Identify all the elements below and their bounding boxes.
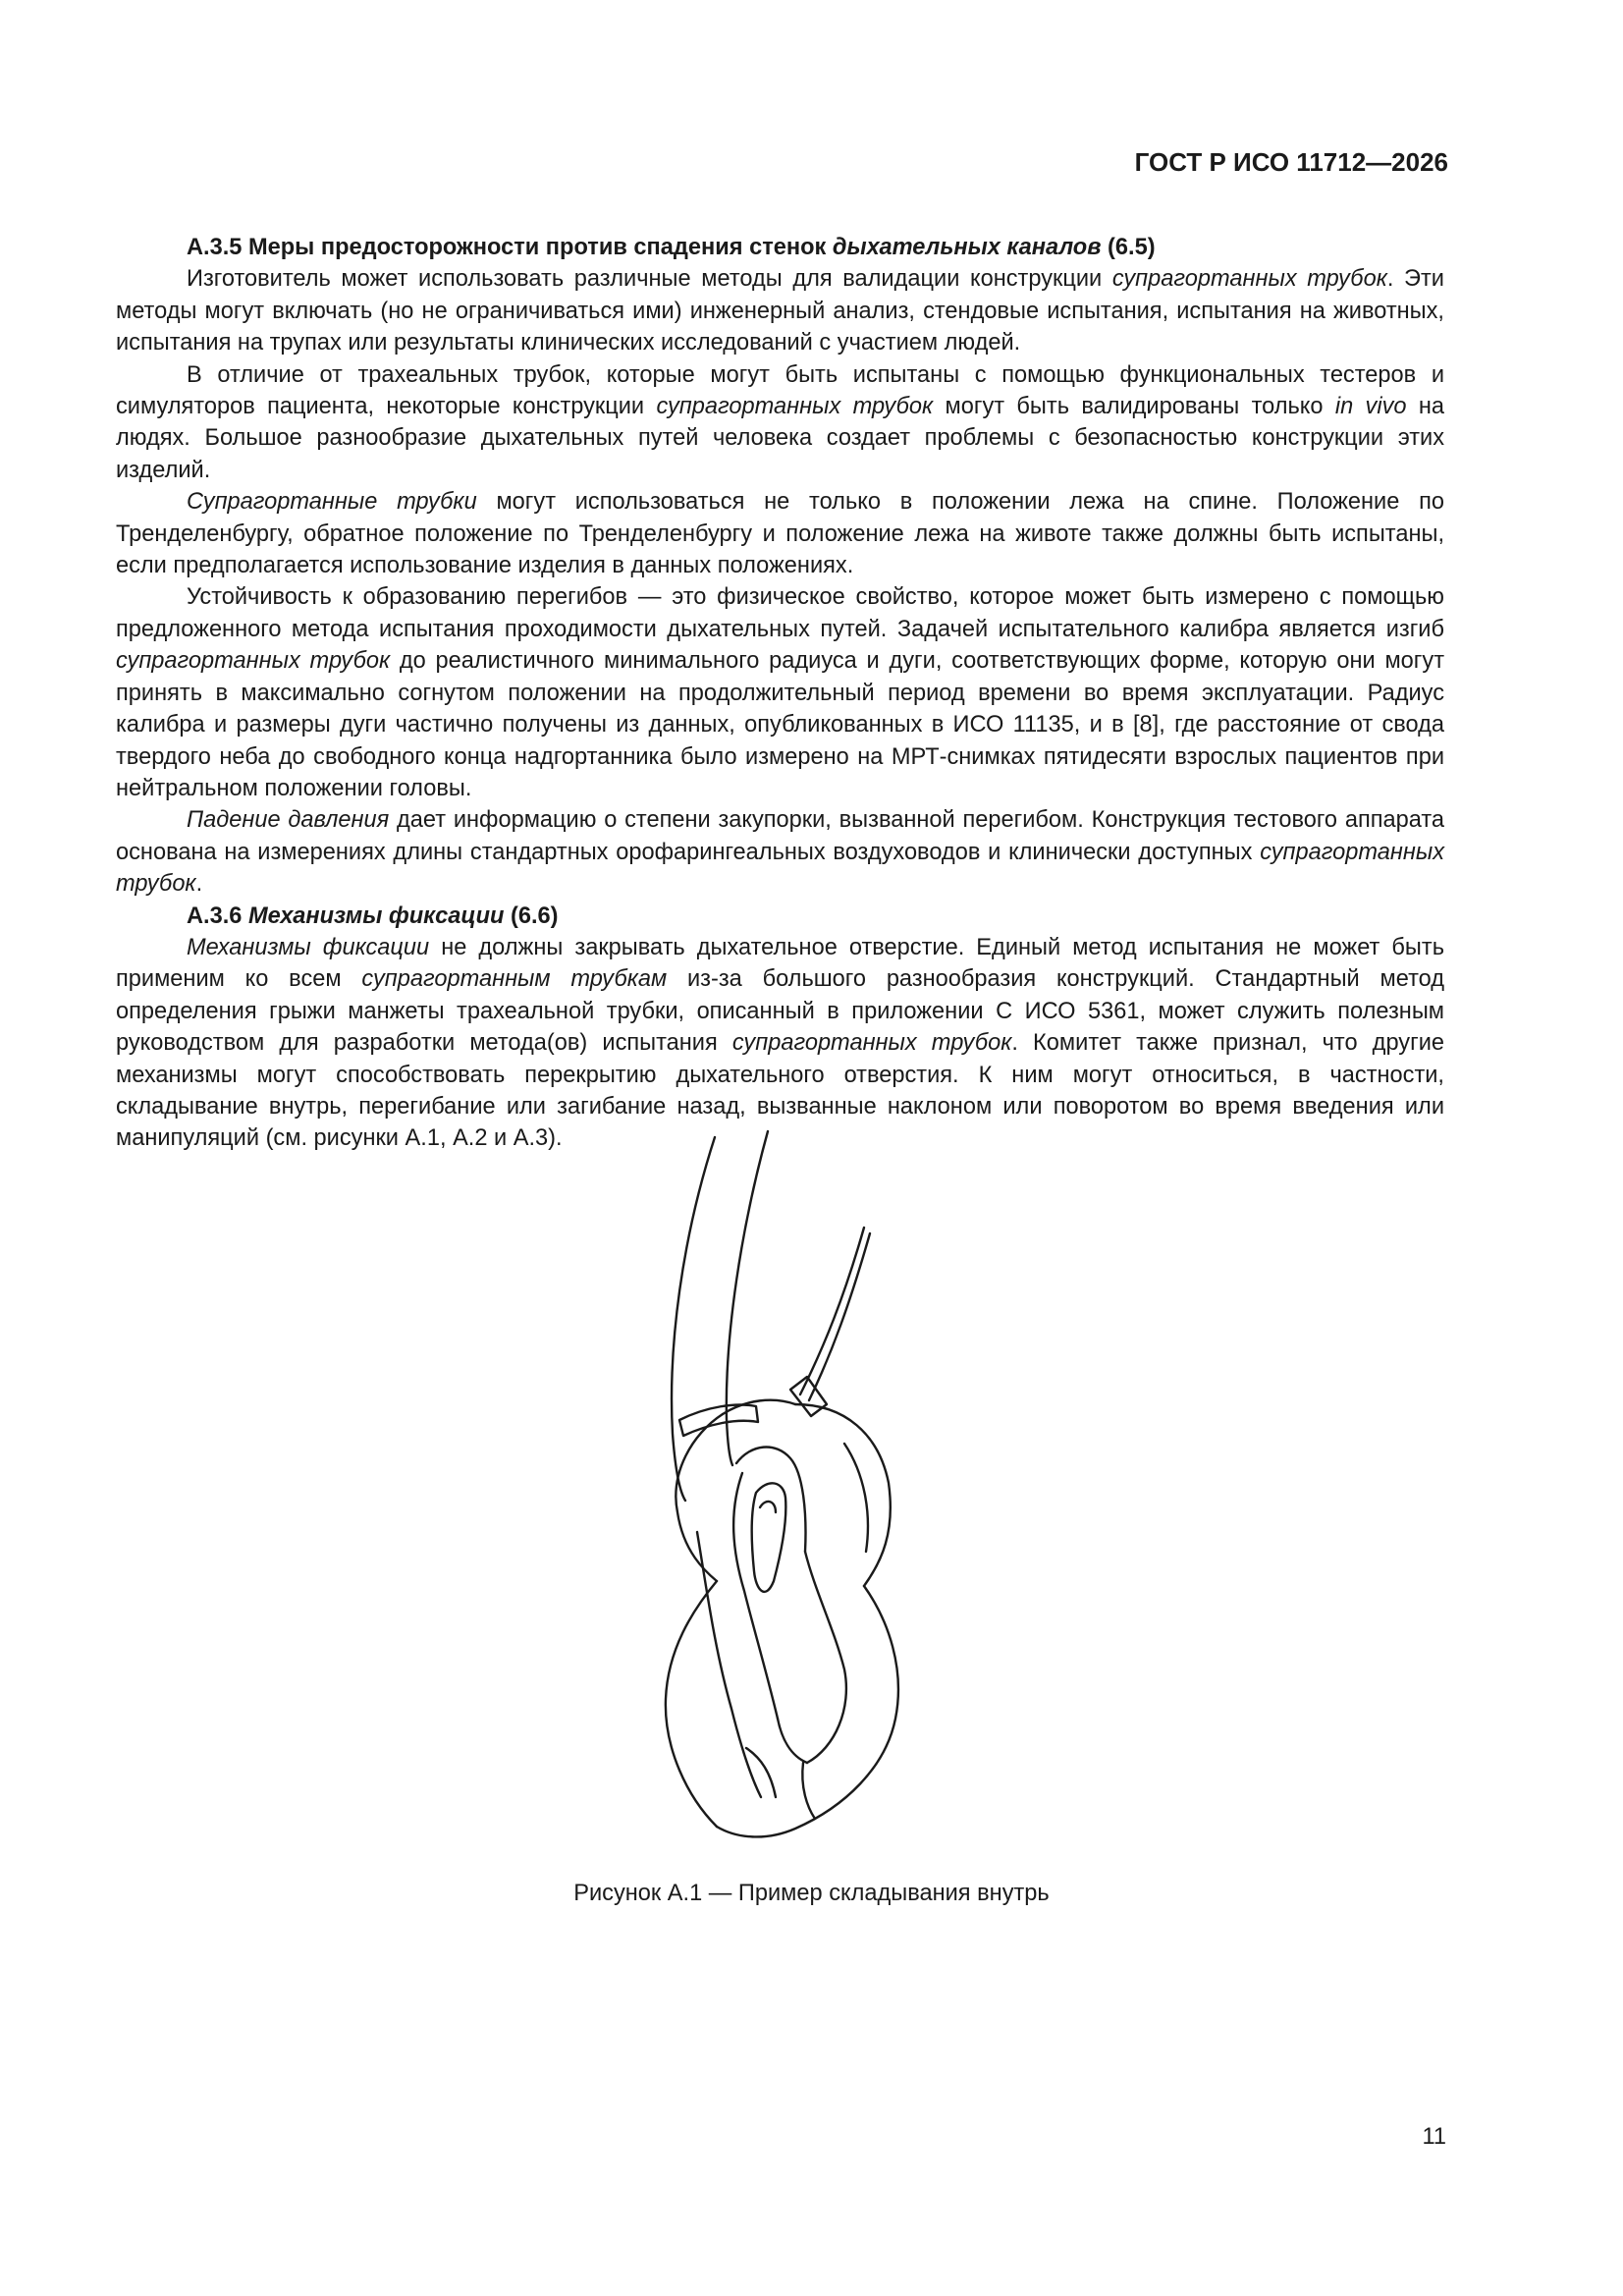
cuff-upper-top [723, 1400, 795, 1414]
pilot-line-inner [809, 1233, 870, 1400]
italic-term: Механизмы фиксации [187, 934, 430, 960]
italic-term: супрагортанных трубок [116, 648, 391, 675]
text-run: могут быть валидированы только [933, 394, 1335, 420]
bowl-inner-left [733, 1473, 778, 1719]
section-heading-a35 [116, 232, 1444, 263]
paragraph-a35-2 [116, 359, 1444, 487]
cuff-lower-left [666, 1581, 717, 1827]
tube-outer-line [672, 1137, 715, 1501]
text-run: . Эти методы могут включать (но не ограничиваться ими) инженерный анализ, стендовые испытания, испытания на животных, испытания на трупах или результаты клинических исследований с участием людей. [116, 266, 1444, 356]
supraglottic-tube-drawing [550, 1120, 1041, 1846]
aperture-highlight [760, 1502, 776, 1512]
text-run: Изготовитель может использовать различные методы для валидации конструкции [187, 266, 1112, 293]
italic-term: in vivo [1334, 394, 1407, 420]
bowl-inner-bottom [778, 1719, 807, 1763]
tube-inner-line [727, 1131, 768, 1465]
text-run: из-за большого разнообразия конструкций. Стандартный метод определения грыжи манжеты трахеальной трубки, описанный в приложении С ИСО 5361, может служить полезным руководством для разработки метода(ов) испытания [116, 966, 1444, 1057]
page-number: 11 [1422, 2124, 1446, 2150]
text-run: дает информацию о степени закупорки, вызванной перегибом. Конструкция тестового аппарата основана на измерениях длины стандартных орофарингеальных воздуховодов и клинически доступных [116, 807, 1445, 865]
italic-term: Падение давления [187, 807, 390, 834]
paragraph-a35-5 [116, 804, 1444, 900]
bowl-inner-right [805, 1552, 846, 1763]
figure-caption: Рисунок А.1 — Пример складывания внутрь [573, 1881, 1050, 1906]
text-run: В отличие от трахеальных трубок, которые могут быть испытаны с помощью функциональных тестеров и симуляторов пациента, некоторые конструкции [116, 361, 1444, 420]
italic-term: супрагортанным трубкам [361, 966, 668, 993]
italic-term: супрагортанных трубок [116, 839, 1444, 898]
document-body [116, 232, 1444, 1155]
cuff-upper-right [795, 1404, 891, 1586]
text-run: не должны закрывать дыхательное отверстие. Единый метод испытания не может быть применим ко всем [116, 934, 1444, 993]
pilot-connector [790, 1377, 827, 1416]
italic-term: Супрагортанные трубки [187, 489, 477, 516]
paragraph-a35-4 [116, 581, 1444, 804]
heading-italic-term: дыхательных каналов [832, 235, 1102, 260]
pilot-line-outer [800, 1228, 864, 1394]
heading-text: A.3.6 [187, 902, 248, 929]
heading-text: A.3.5 Меры предосторожности против спадения стенок [187, 235, 833, 260]
heading-ref: (6.6) [504, 902, 559, 929]
text-run: могут использоваться не только в положении лежа на спине. Положение по Тренделенбургу, обратное положение по Тренделенбургу и положение лежа на животе также должны быть испытаны, если предполагается использование изделия в данных положениях. [116, 489, 1444, 579]
italic-term: супрагортанных трубок [1111, 266, 1387, 293]
text-run: на людях. Большое разнообразие дыхательных путей человека создает проблемы с безопасностью конструкции этих изделий. [116, 394, 1444, 483]
cuff-lower-right [717, 1586, 898, 1836]
text-run: до реалистичного минимального радиуса и дуги, соответствующих форме, которую они могут принять в максимально согнутом положении на продолжительный период времени во время эксплуатации. Радиус калибра и размеры дуги частично получены из данных, опубликованных в ИСО 11135, и в [8], где расстояние от свода твердого неба до свободного конца надгортанника было измерено на МРТ-снимках пятидесяти взрослых пациентов при нейтральном положении головы. [116, 648, 1445, 801]
text-run: . [195, 871, 203, 898]
text-run: . Комитет также признал, что другие механизмы могут способствовать перекрытию дыхательного отверстия. К ним могут относиться, в частности, складывание внутрь, перегибание или загибание назад, вызванные наклоном или поворотом во время введения или манипуляций (см. рисунки А.1, А.2 и А.3). [116, 1030, 1445, 1152]
cuff-contour-right [844, 1444, 868, 1552]
figure-a1-illustration [550, 1120, 1041, 1846]
tube-collar [679, 1405, 758, 1436]
document-header: ГОСТ Р ИСО 11712—2026 [1134, 147, 1448, 177]
text-run: Устойчивость к образованию перегибов — это физическое свойство, которое может быть измерено с помощью предложенного метода испытания проходимости дыхательных путей. Задачей испытательного калибра является изгиб [116, 584, 1444, 642]
heading-ref: (6.5) [1101, 235, 1156, 260]
paragraph-a35-1 [116, 263, 1444, 358]
bowl-rim-top [736, 1448, 805, 1552]
cuff-tip-crease [802, 1763, 815, 1819]
italic-term: супрагортанных трубок [731, 1030, 1012, 1057]
section-heading-a36 [116, 901, 1444, 932]
paragraph-a35-3 [116, 486, 1444, 581]
italic-term: супрагортанных трубок [656, 394, 934, 420]
folded-aperture-bar [752, 1483, 786, 1592]
heading-italic-term: Механизмы фиксации [247, 902, 505, 929]
